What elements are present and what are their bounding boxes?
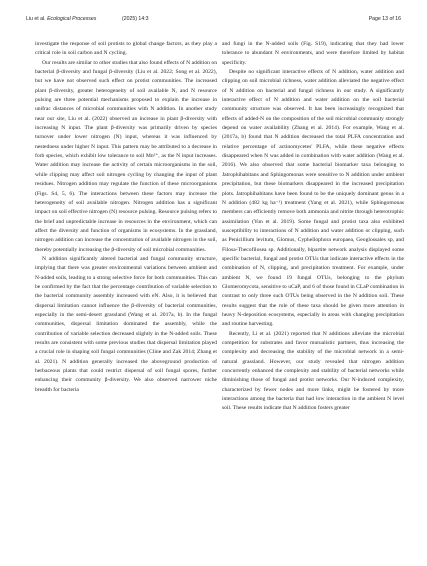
paragraph: Despite no significant interactive effects of N addition, water addition and clipping on soil microbial richness, water addition alleviated the negative effect of N addition on bacterial and fungal richness in our study. A significantly interactive effect of N addition and water addition on the soil bacterial community structure was observed. It has been increasingly recognized that effects of added-N on the composition of the soil microbial community strongly depend on water availability (Zhang et al. 2014). For example, Wang et al. (2017a, b) found that N addition decreased the total PLFA concentration and relative percentage of actinomycetes' PLFA, while these negative effects disappeared when N was added in combination with water addition (Wang et al. 2016). We also observed that some bacterial biomarker taxa belonging to Jatrophihabitans and Sphingomonas were sensitive to N addition under ambient precipitation, but these biomarkers disappeared in the increased precipitation plots. Jatrophihabitans have been found to be the uniquely dominant genus in a N addition (482 kg ha⁻¹) treatment (Yang et al. 2021), while Sphingomonas members can efficiently remove both ammonia and nitrite through heterotrophic assimilation (Yun et al. 2019). Some fungal and protist taxa also exhibited susceptibility to interactions of N addition and water addition or clipping, such as Penicillium levitum, Glomus, Cyphellophora europaea, Geoglossales sp, and Filosa-Thecofilosea sp. Additionally, bipartite network analysis displayed some specific bacterial, fungal and protist OTUs that indicate interactive effects in the combination of N, clipping, and precipitation treatment. For example, under ambient N, we found 19 fungal OTUs, belonging to the phylum Glomeromycota, sensitive to uCaP, and 6 of those found in CLaP combination in contrast to only three such OTUs being observed in the N addition soil. These results suggest that the role of these taxa should be given more attention in heavy N-deposition ecosystems, especially in areas with changing precipitation and routine harvesting. xyxy=(222,69,404,328)
page-number: Page 13 of 16 xyxy=(368,16,401,22)
paragraph: N addition significantly altered bacterial and fungal community structure, implying that there was greater environmental variations between ambient and N-added soils, leading to a strong selective force for both communities. This can be confirmed by the fact that the percentage contribution of variable selection to the bacterial community assembly increased with eN. Also, it is believed that dispersal limitation cannot influence the β-diversity of bacterial communities, especially in the semi-desert grassland (Wang et al. 2017a, b). In the fungal communities, dispersal limitation dominated the assembly, while the contribution of variable selection decreased slightly in the N-added soils. These results are consistent with some previous studies that dispersal limitation played a crucial role in shaping soil fungal communities (Cline and Zak 2014; Zhang et al. 2021). N addition generally increased the aboveground production of herbaceous plants that could restrict dispersal of soil fungal spores, further enhancing their community β-diversity. We also observed narrower niche breadth for bacteria xyxy=(35,255,217,393)
paragraph: Recently, Li et al. (2021) reported that N additions alleviate the microbial competition for substrates and favor mutualistic partners, thus increasing the complexity and decreasing the stability of the microbial network in a semi-natural grassland. However, our study revealed that nitrogen addition concurrently enhanced the complexity and stability of bacterial networks while diminishing those of fungal and protist networks. Our N-induced complexity, characterized by fewer nodes and more links, might be fostered by more interactions among the bacteria that had low interaction in the ambient N level soil. These results indicate that N addition fosters greater xyxy=(222,330,404,412)
paragraph: Our results are similar to other studies that also found effects of N addition on bacterial β-diversity and fungal β-diversity (Liu et al. 2022; Song et al. 2022), but we have not observed such effect on protist communities. The increased plant β-diversity, greater heterogeneity of soil available N, and N resource pulsing are three potential mechanisms proposed to explain the increase in unifrac distances of microbial communities with N addition. In another study near our site, Liu et al. (2022) observed an increase in plant β-diversity with increasing N input. The plant β-diversity was primarily driven by species turnover under lower nitrogen (N) input, whereas it was influenced by nestedness under higher N input. This pattern may be attributed to a decrease in forb species, which exhibit low tolerance to soil Mn²⁺, as the N input increases. Water addition may increase the activity of certain microorganisms in the soil, while clipping may affect soil nitrogen cycling by changing the input of plant residues. Nitrogen addition may regulate the function of these microorganisms (Figs. S4, 5, 6). The interactions between these factors may increase the heterogeneity of soil available nitrogen. Nitrogen addition has a significant impact on soil effective nitrogen (N) resource pulsing. Resource pulsing refers to the brief and unpredictable increase in resources in the environment, which can affect the diversity and function of organisms in ecosystems. In the grassland, nitrogen addition can increase the concentration of available nitrogen in the soil, thereby potentially increasing the β-diversity of soil microbial communities. xyxy=(35,59,217,253)
left-column xyxy=(35,40,217,395)
paragraph: and fungi in the N-added soils (Fig. S19), indicating that they had lower tolerance to abundant N environments, and were therefore limited by habitat specificity. xyxy=(222,41,404,66)
journal-citation xyxy=(26,15,96,24)
right-column xyxy=(222,40,404,414)
paragraph: investigate the response of soil protists to global change factors, as they play a critical role in soil carbon and N cycling. xyxy=(35,41,217,57)
journal-name: Ecological Processes xyxy=(47,16,97,22)
journal-authors: Liu et al. xyxy=(26,16,46,22)
issue-number: (2025) 14:3 xyxy=(122,16,149,22)
running-head xyxy=(26,15,401,24)
